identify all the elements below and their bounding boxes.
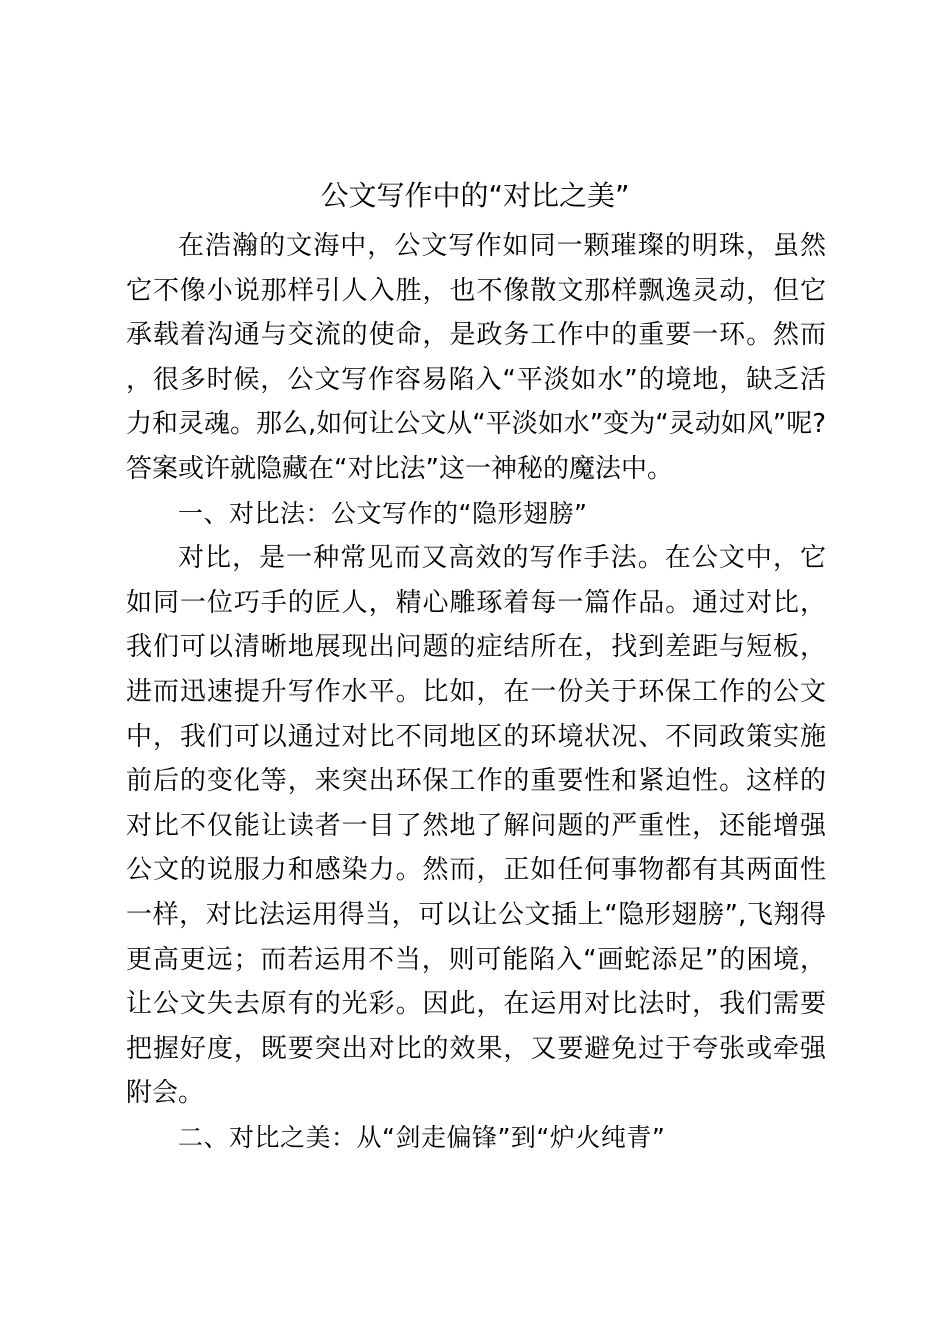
section-heading-1: 一、对比法：公文写作的“隐形翅膀” [178, 498, 588, 528]
paragraph-section-1: 对比，是一种常见而又高效的写作手法。在公文中，它如同一位巧手的匠人，精心雕琢着每一篇作品。通过对比，我们可以清晰地展现出问题的症结所在，找到差距与短板，进而迅速提升写作水平。比如，在一份关于环保工作的公文中，我们可以通过对比不同地区的环境状况、不同政策实施前后的变化等，来突出环保工作的重要性和紧迫性。这样的对比不仅能让读者一目了然地了解问题的严重性，还能增强公文的说服力和感染力。然而，正如任何事物都有其两面性一样，对比法运用得当，可以让公文插上“隐形翅膀”,飞翔得更高更远；而若运用不当，则可能陷入“画蛇添足”的困境，让公文失去原有的光彩。因此，在运用对比法时，我们需要把握好度，既要突出对比的效果，又要避免过于夸张或牵强附会。 [126, 543, 826, 1109]
section-heading-2: 二、对比之美：从“剑走偏锋”到“炉火纯青” [178, 1122, 666, 1152]
document-body [126, 224, 826, 1160]
document-title: 公文写作中的“对比之美” [320, 179, 630, 212]
paragraph-intro: 在浩瀚的文海中，公文写作如同一颗璀璨的明珠，虽然它不像小说那样引人入胜，也不像散文那样飘逸灵动，但它承载着沟通与交流的使命，是政务工作中的重要一环。然而，很多时候，公文写作容易陷入“平淡如水”的境地，缺乏活力和灵魂。那么,如何让公文从“平淡如水”变为“灵动如风”呢?答案或许就隐藏在“对比法”这一神秘的魔法中。 [126, 231, 826, 484]
